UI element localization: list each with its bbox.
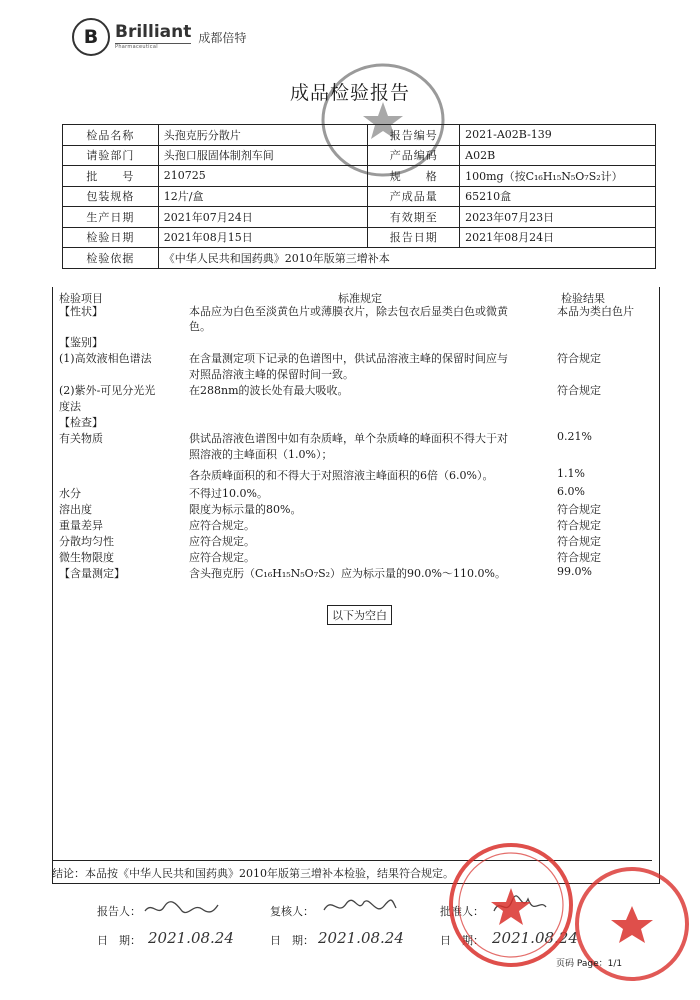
info-row: [63, 227, 656, 248]
spec-standard: 各杂质峰面积的和不得大于对照溶液主峰面积的6倍（6.0%）。: [189, 469, 494, 482]
reviewer-date-signed: 2021.08.24: [318, 929, 404, 947]
info-label: 检品名称: [63, 125, 159, 146]
info-value: 2021-A02B-139: [460, 125, 656, 146]
reporter-label: 报告人：: [97, 905, 141, 918]
spec-standard: 在含量测定项下记录的色谱图中，供试品溶液主峰的保留时间应与: [189, 352, 508, 365]
approver-date-signed: 2021.08.24: [492, 929, 578, 947]
spec-result: 符合规定: [557, 535, 601, 548]
spec-header-standard: 标准规定: [338, 292, 382, 305]
info-value: 头孢克肟分散片: [158, 125, 368, 146]
info-value: 12片/盒: [158, 186, 368, 207]
spec-item: 有关物质: [59, 432, 103, 445]
brand-cn: 成都倍特: [198, 30, 247, 45]
spec-standard: 供试品溶液色谱图中如有杂质峰，单个杂质峰的峰面积不得大于对: [189, 432, 508, 445]
info-row: [63, 145, 656, 166]
page-number: 页码 Page：1/1: [556, 959, 623, 969]
spec-standard: 本品应为白色至淡黄色片或薄膜衣片，除去包衣后显类白色或微黄: [189, 305, 508, 318]
spec-section: [52, 287, 660, 884]
reviewer-date-label: 日 期：: [270, 934, 314, 947]
spec-standard: 在288nm的波长处有最大吸收。: [189, 384, 349, 397]
spec-item: 分散均匀性: [59, 535, 114, 548]
info-label: 生产日期: [63, 207, 159, 228]
spec-result: 符合规定: [557, 503, 601, 516]
spec-result: 0.21%: [557, 430, 592, 443]
info-row: [63, 166, 656, 187]
info-label: 检验日期: [63, 227, 159, 248]
spec-item: 度法: [59, 400, 81, 413]
info-value: 210725: [158, 166, 368, 187]
info-table: [62, 124, 656, 269]
info-value: 2021年08月15日: [158, 227, 368, 248]
info-value: 2023年07月23日: [460, 207, 656, 228]
info-label: 包装规格: [63, 186, 159, 207]
spec-item: 重量差异: [59, 519, 103, 532]
page-title: 成品检验报告: [289, 82, 410, 104]
brand-sub: Pharmaceutical: [115, 43, 191, 50]
info-label: 报告日期: [368, 227, 460, 248]
brand-en: Brilliant: [115, 22, 192, 42]
spec-standard: 对照品溶液主峰的保留时间一致。: [189, 368, 354, 381]
spec-standard: 含头孢克肟（C₁₆H₁₅N₅O₇S₂）应为标示量的90.0%～110.0%。: [189, 567, 506, 580]
blank-note: 以下为空白: [327, 605, 392, 625]
info-row: [63, 186, 656, 207]
info-value: 100mg（按C₁₆H₁₅N₅O₇S₂计）: [460, 166, 656, 187]
spec-standard: 应符合规定。: [189, 551, 255, 564]
reporter-date-signed: 2021.08.24: [148, 929, 234, 947]
info-value: 2021年08月24日: [460, 227, 656, 248]
spec-header-result: 检验结果: [561, 292, 605, 305]
spec-result: 1.1%: [557, 467, 585, 480]
company-seal-red: [446, 840, 576, 970]
spec-item: 水分: [59, 487, 81, 500]
info-value: 2021年07月24日: [158, 207, 368, 228]
spec-item: 【鉴别】: [59, 336, 103, 349]
info-row: [63, 207, 656, 228]
reporter-signature: [142, 897, 222, 921]
info-label: 请验部门: [63, 145, 159, 166]
spec-header-item: 检验项目: [59, 292, 103, 305]
basis-value: 《中华人民共和国药典》2010年版第三增补本: [158, 248, 655, 269]
conclusion: 结论：本品按《中华人民共和国药典》2010年版第三增补本检验，结果符合规定。: [52, 860, 652, 881]
approver-date-label: 日 期：: [440, 934, 484, 947]
info-value: 头孢口服固体制剂车间: [158, 145, 368, 166]
spec-item: 【检查】: [59, 416, 103, 429]
info-label: 批 号: [63, 166, 159, 187]
reviewer-label: 复核人：: [270, 905, 314, 918]
reporter-date-label: 日 期：: [97, 934, 141, 947]
spec-standard: 照溶液的主峰面积（1.0%）；: [189, 448, 333, 461]
spec-standard: 应符合规定。: [189, 519, 255, 532]
info-label: 产成品量: [368, 186, 460, 207]
spec-item: 溶出度: [59, 503, 92, 516]
basis-label: 检验依据: [63, 248, 159, 269]
spec-item: (2)紫外-可见分光光: [59, 384, 156, 397]
info-label: 有效期至: [368, 207, 460, 228]
company-logo: [72, 18, 246, 56]
spec-standard: 应符合规定。: [189, 535, 255, 548]
info-row: [63, 125, 656, 146]
spec-result: 本品为类白色片: [557, 305, 634, 318]
spec-result: 99.0%: [557, 565, 592, 578]
info-label: 报告编号: [368, 125, 460, 146]
approver-label: 批准人：: [440, 905, 484, 918]
spec-standard: 色。: [189, 320, 211, 333]
info-value: A02B: [460, 145, 656, 166]
info-label: 产品编码: [368, 145, 460, 166]
basis-row: [63, 248, 656, 269]
reviewer-signature: [320, 894, 400, 920]
spec-item: (1)高效液相色谱法: [59, 352, 152, 365]
info-value: 65210盒: [460, 186, 656, 207]
spec-result: 符合规定: [557, 384, 601, 397]
spec-result: 6.0%: [557, 485, 585, 498]
spec-item: 微生物限度: [59, 551, 114, 564]
logo-brand: [115, 24, 191, 50]
spec-result: 符合规定: [557, 519, 601, 532]
spec-standard: 限度为标示量的80%。: [189, 503, 302, 516]
spec-item: 【含量测定】: [59, 567, 125, 580]
logo-mark: B: [72, 18, 110, 56]
spec-result: 符合规定: [557, 551, 601, 564]
spec-standard: 不得过10.0%。: [189, 487, 268, 500]
info-label: 规 格: [368, 166, 460, 187]
spec-result: 符合规定: [557, 352, 601, 365]
spec-item: 【性状】: [59, 305, 103, 318]
